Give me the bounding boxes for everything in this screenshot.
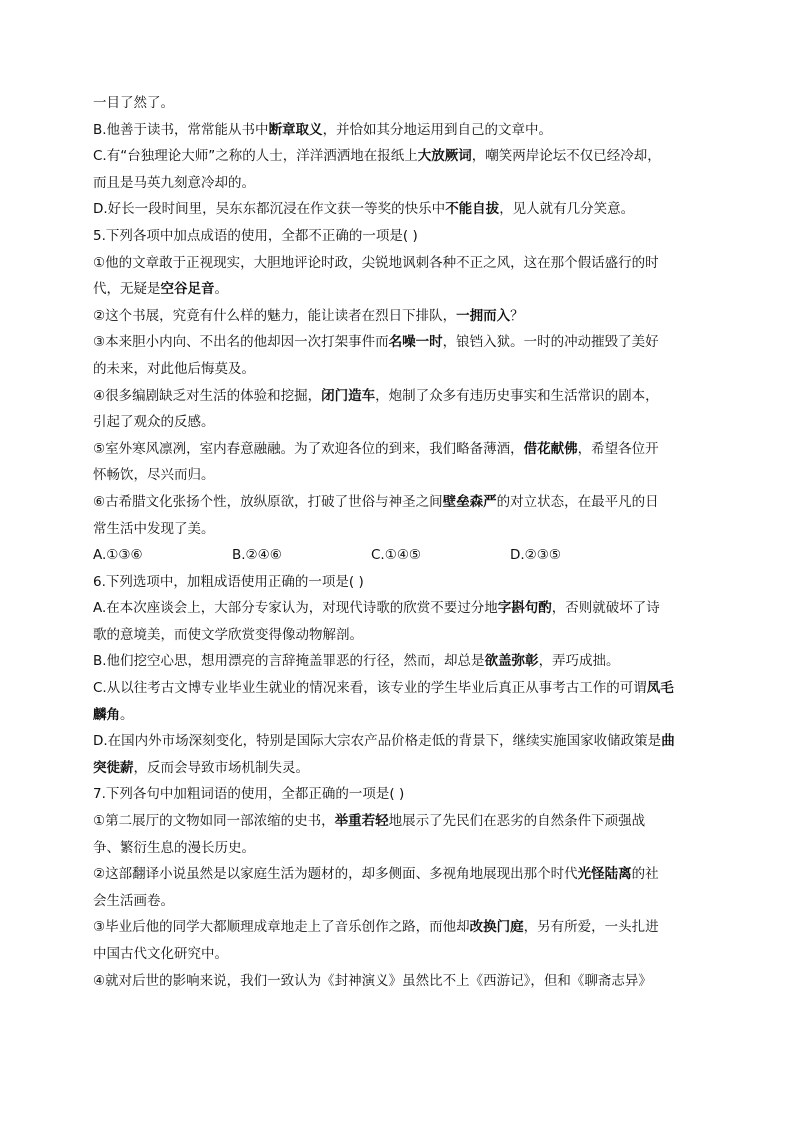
text-line [93,968,703,995]
text-run: 会生活画卷。 [93,892,174,909]
text-line [93,702,703,729]
text-run: 怀畅饮，尽兴而归。 [93,467,215,484]
text-line [93,436,703,463]
text-run: 引起了观众的反感。 [93,414,215,431]
bold-idiom: 凤毛 [646,680,674,697]
text-run: ，另有所爱，一头扎进 [523,919,659,936]
text-run: 争、繁衍生息的漫长历史。 [93,839,255,856]
option-a: A.①③⑥ [93,547,143,564]
bold-idiom: 壁垒森严 [442,493,497,510]
option-b: B.②④⑥ [232,547,282,564]
text-run: 地展示了先民们在恶劣的自然条件下顽强战 [388,813,646,830]
text-line [93,781,703,808]
text-run: ？ [510,307,524,324]
text-run: ②这个书展，究竟有什么样的魅力，能让读者在烈日下排队， [93,307,457,324]
text-line [93,808,703,835]
text-line [93,170,703,197]
bold-idiom: 大放厥词 [417,148,472,165]
text-line [93,329,703,356]
bold-idiom: 突徙薪 [93,759,134,776]
text-run: 代，无疑是 [93,281,161,298]
bold-idiom: 断章取义 [268,121,323,138]
text-run: ①他的文章敢于正视现实，大胆地评论时政，尖锐地讽刺各种不正之风，这在那个假话盛行的时 [93,254,659,271]
text-line [93,303,703,330]
text-line [93,595,703,622]
document-body [93,90,703,994]
text-run: ，并恰如其分地运用到自己的文章中。 [322,121,553,138]
text-run: 的对立状态，在最平凡的日 [496,493,659,510]
text-run: B.他们挖空心思，想用漂亮的言辞掩盖罪恶的行径，然而，却总是 [93,653,485,670]
bold-idiom: 举重若轻 [334,813,389,830]
text-line [93,622,703,649]
text-run: ，反而会导致市场机制失灵。 [133,759,309,776]
text-run: 。 [214,281,228,298]
text-line [93,489,703,516]
text-line [93,250,703,277]
bold-idiom: 欲盖弥彰 [484,653,539,670]
text-run: 5.下列各项中加点成语的使用，全都不正确的一项是( ) [93,227,418,244]
text-run: ，希望各位开 [577,440,659,457]
bold-idiom: 字斟句酌 [497,600,552,617]
text-line [93,276,703,303]
text-run: ②这部翻译小说虽然是以家庭生活为题材的，却多侧面、多视角地展现出那个时代 [93,866,578,883]
text-run: ，炮制了众多有违历史事实和生活常识的剧本， [375,387,659,404]
option-c: C.①④⑤ [371,547,422,564]
text-line [93,888,703,915]
text-line [93,196,703,223]
bold-idiom: 空谷足音 [160,281,215,298]
text-run: 7.下列各句中加粗词语的使用，全都正确的一项是( ) [93,786,405,803]
text-run: 的未来，对此他后悔莫及。 [93,360,255,377]
text-line [93,409,703,436]
text-line [93,516,703,543]
text-run: C.有“台独理论大师”之称的人士，洋洋洒洒地在报纸上 [93,148,418,165]
text-run: 的社 [631,866,659,883]
text-run: ，否则就破坏了诗 [551,600,660,617]
text-block-1 [93,90,703,542]
text-run: ，见人就有几分笑意。 [499,201,635,218]
question-5-options [93,542,703,569]
text-run: A.在本次座谈会上，大部分专家认为，对现代诗歌的欣赏不要过分地 [93,600,498,617]
text-run: B.他善于读书，常常能从书中 [93,121,269,138]
bold-idiom: 不能自拔 [445,201,500,218]
text-run: ③本来胆小内向、不出名的他却因一次打架事件而 [93,334,389,351]
text-line [93,675,703,702]
text-run: ④很多编剧缺乏对生活的体验和挖掘， [93,387,322,404]
text-run: 6.下列选项中，加粗成语使用正确的一项是( ) [93,573,364,590]
text-run: D.在国内外市场深刻变化，特别是国际大宗农产品价格走低的背景下，继续实施国家收储政策是 [93,733,662,750]
text-run: ，嘲笑两岸论坛不仅已经冷却， [471,148,661,165]
text-run: 常生活中发现了美。 [93,520,215,537]
bold-idiom: 麟角 [93,706,120,723]
text-line [93,143,703,170]
text-run: 中国古代文化研究中。 [93,946,228,962]
text-run: 一目了然了。 [93,95,174,111]
text-line [93,941,703,968]
bold-idiom: 光怪陆离 [577,866,632,883]
text-line [93,117,703,144]
option-d: D.②③⑤ [510,547,561,564]
text-run: ④就对后世的影响来说，我们一致认为《封神演义》虽然比不上《西游记》，但和《聊斋志异》 [93,972,652,989]
text-run: ①第二展厅的文物如同一部浓缩的史书， [93,813,335,830]
text-line [93,383,703,410]
text-line [93,755,703,782]
text-run: 。 [120,706,134,723]
text-line [93,835,703,862]
bold-idiom: 一拥而入 [456,307,511,324]
text-line [93,728,703,755]
text-run: C.从以往考古文博专业毕业生就业的情况来看，该专业的学生毕业后真正从事考古工作的可谓 [93,680,647,697]
text-line [93,648,703,675]
text-line [93,462,703,489]
bold-idiom: 曲 [661,733,675,750]
text-line [93,569,703,596]
text-run: ⑤室外寒风凛冽，室内春意融融。为了欢迎各位的到来，我们略备薄酒， [93,440,524,457]
text-run: D.好长一段时间里，吴东东都沉浸在作文获一等奖的快乐中 [93,201,446,218]
bold-idiom: 闭门造车 [321,387,376,404]
text-line [93,914,703,941]
text-run: ③毕业后他的同学大都顺理成章地走上了音乐创作之路，而他却 [93,919,470,936]
text-run: 歌的意境美，而使文学欣赏变得像动物解剖。 [93,626,363,643]
text-run: ，弄巧成拙。 [538,653,620,670]
text-run: 而且是马英九刻意冷却的。 [93,174,255,191]
bold-idiom: 改换门庭 [469,919,524,936]
text-line [93,90,703,117]
text-line [93,861,703,888]
bold-idiom: 名噪一时 [388,334,443,351]
bold-idiom: 借花献佛 [523,440,578,457]
text-run: ⑥古希腊文化张扬个性，放纵原欲，打破了世俗与神圣之间 [93,493,443,510]
text-line [93,223,703,250]
text-line [93,356,703,383]
text-block-2 [93,569,703,995]
text-run: ，锒铛入狱。一时的冲动摧毁了美好 [442,334,659,351]
